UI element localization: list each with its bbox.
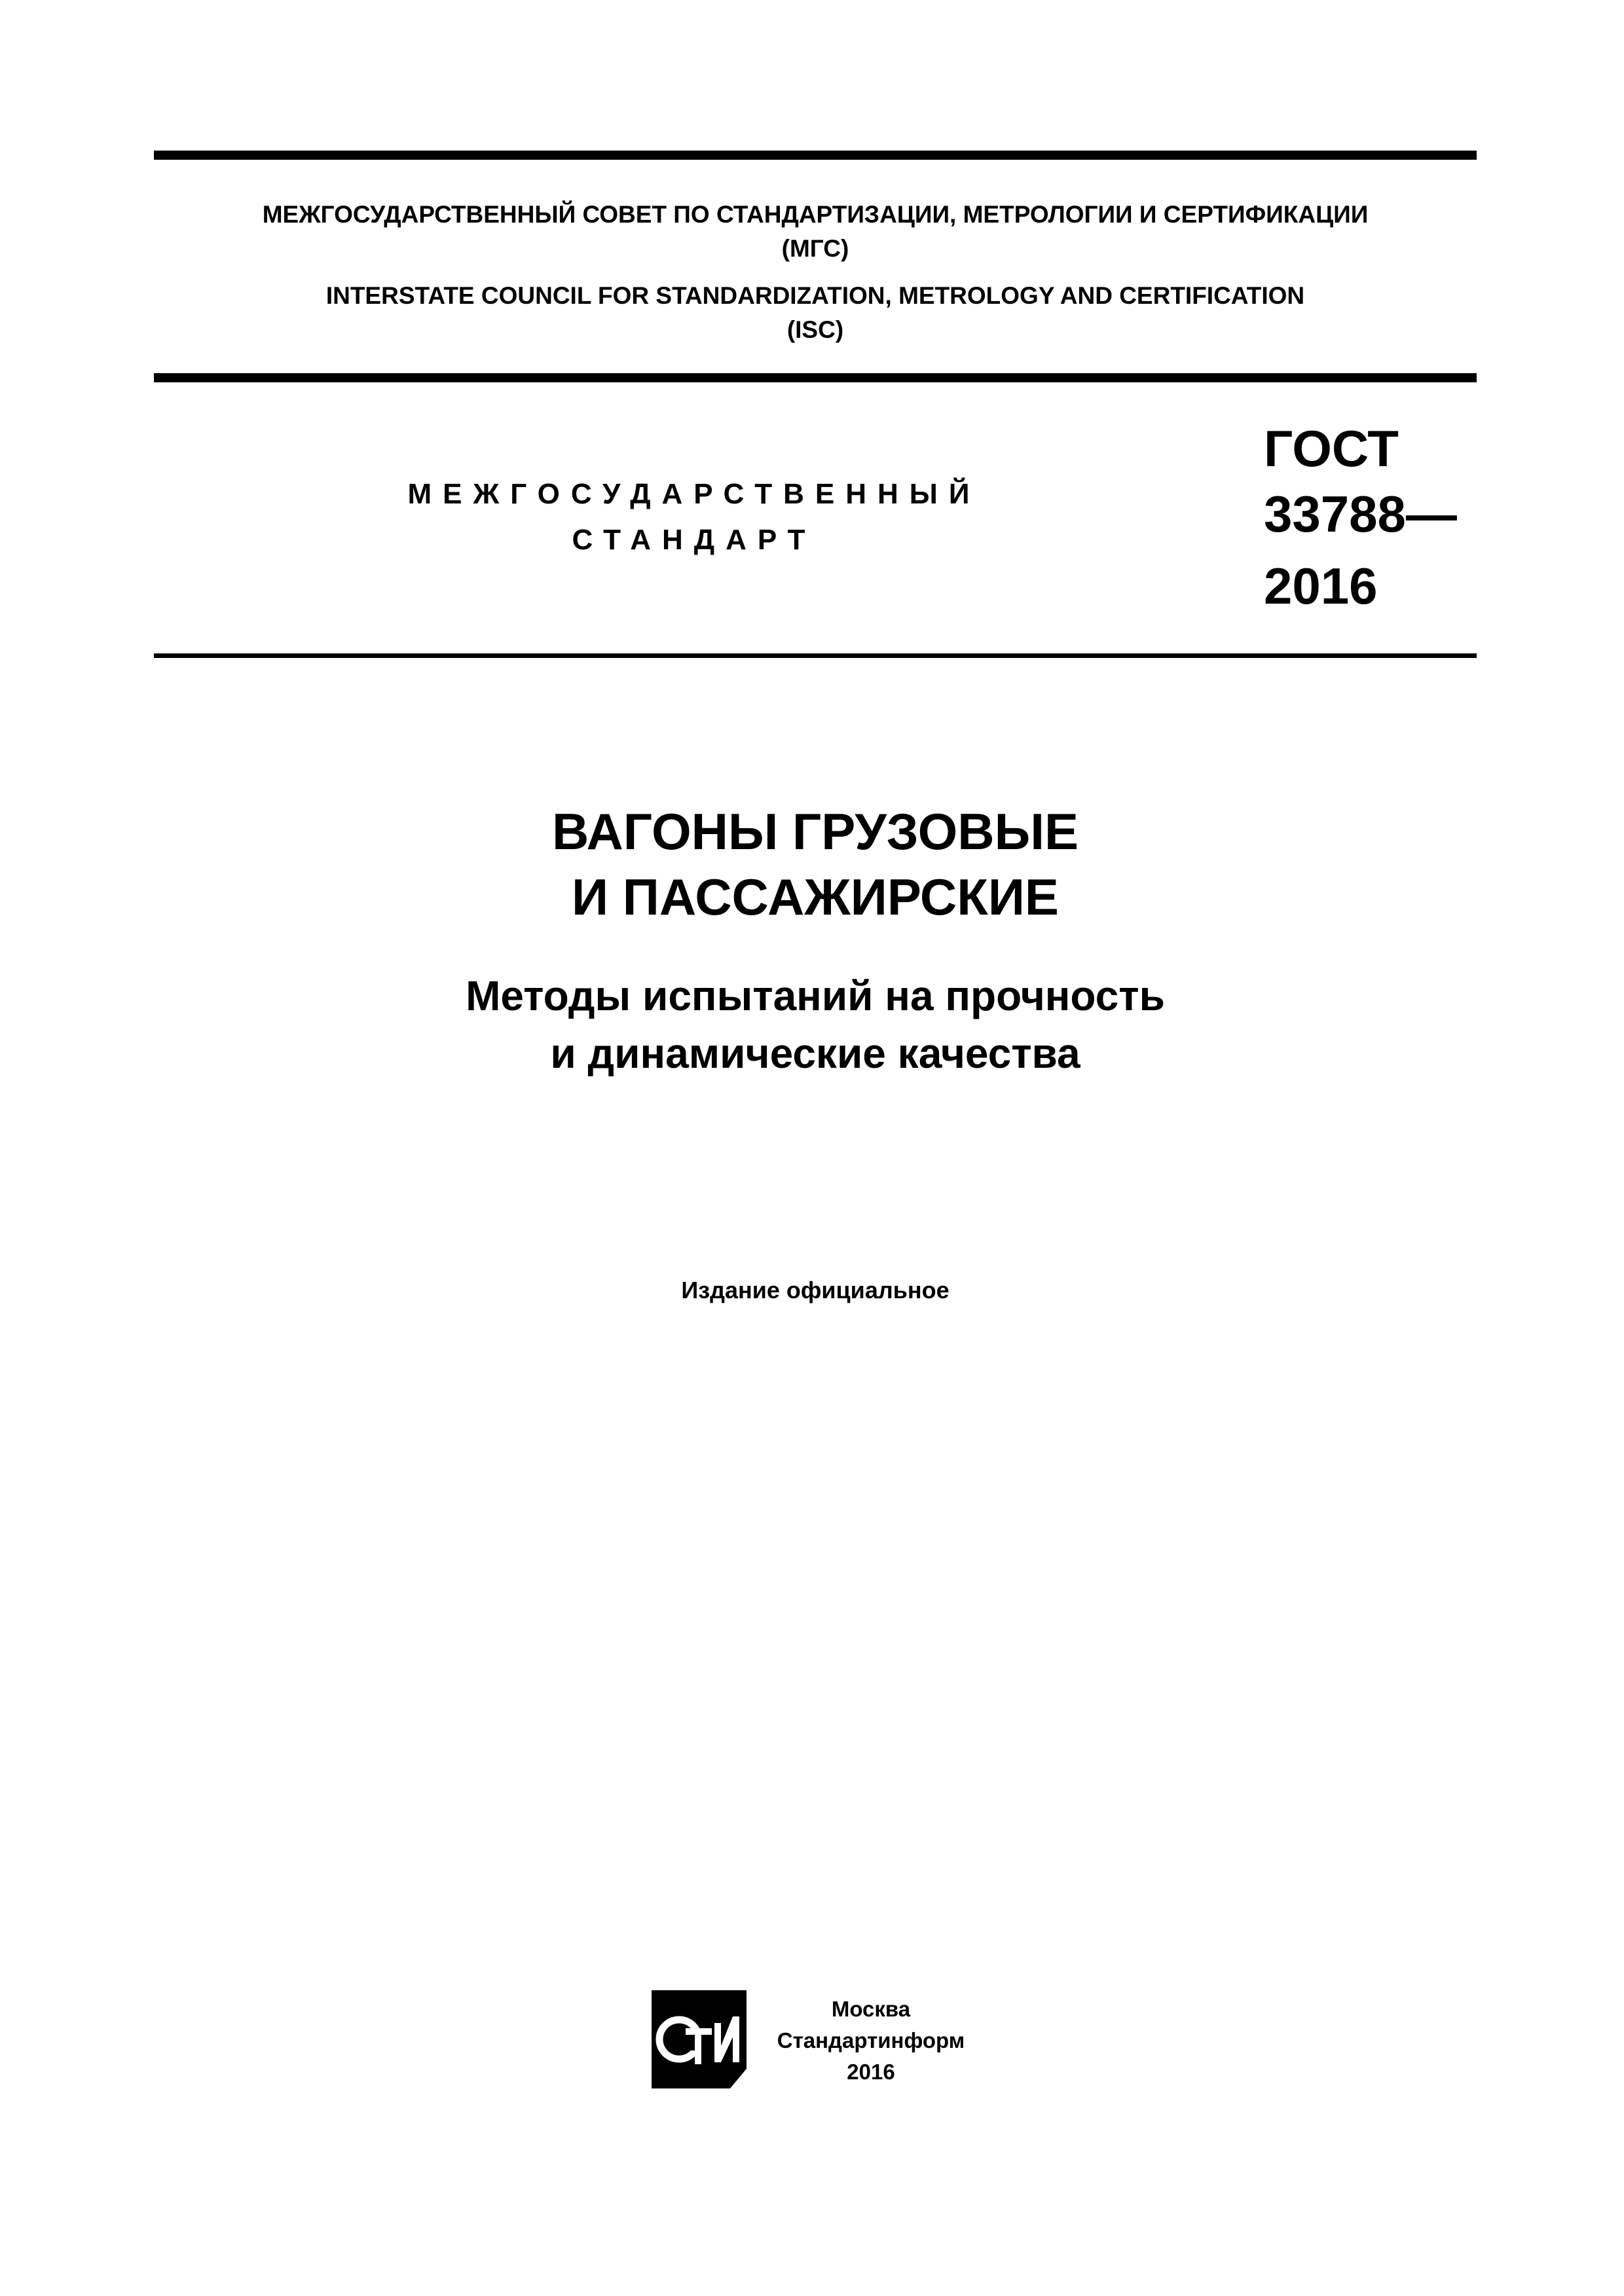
gost-year: 2016 [1264, 557, 1378, 615]
standartinform-logo-icon [652, 1990, 747, 2088]
publisher-city: Москва [831, 1997, 911, 2021]
top-divider [154, 151, 1477, 160]
council-en-name: INTERSTATE COUNCIL FOR STANDARDIZATION, METROLOGY AND CERTIFICATION [325, 282, 1305, 309]
publisher-block [766, 1994, 976, 2088]
document-title-line1: ВАГОНЫ ГРУЗОВЫЕ [552, 803, 1079, 860]
standard-kind-line2: СТАНДАРТ [572, 524, 817, 556]
gost-label: ГОСТ [1264, 420, 1399, 477]
edition-note: Издание официальное [681, 1277, 950, 1303]
document-title-line2: И ПАССАЖИРСКИЕ [572, 868, 1059, 926]
standard-divider [154, 653, 1477, 658]
gost-number: 33788— [1264, 485, 1457, 543]
publisher-year: 2016 [847, 2060, 895, 2084]
document-subtitle-line2: и динамические качества [550, 1030, 1080, 1077]
document-subtitle-line1: Методы испытаний на прочность [466, 972, 1165, 1019]
header-divider [154, 373, 1477, 382]
publisher-name: Стандартинформ [777, 2028, 965, 2052]
council-en-abbr: (ISC) [786, 316, 844, 343]
council-ru-abbr: (МГС) [781, 235, 849, 262]
standard-kind-line1: МЕЖГОСУДАРСТВЕННЫЙ [407, 478, 981, 510]
council-ru-name: МЕЖГОСУДАРСТВЕННЫЙ СОВЕТ ПО СТАНДАРТИЗАЦИИ, МЕТРОЛОГИИ И СЕРТИФИКАЦИИ [262, 201, 1369, 228]
